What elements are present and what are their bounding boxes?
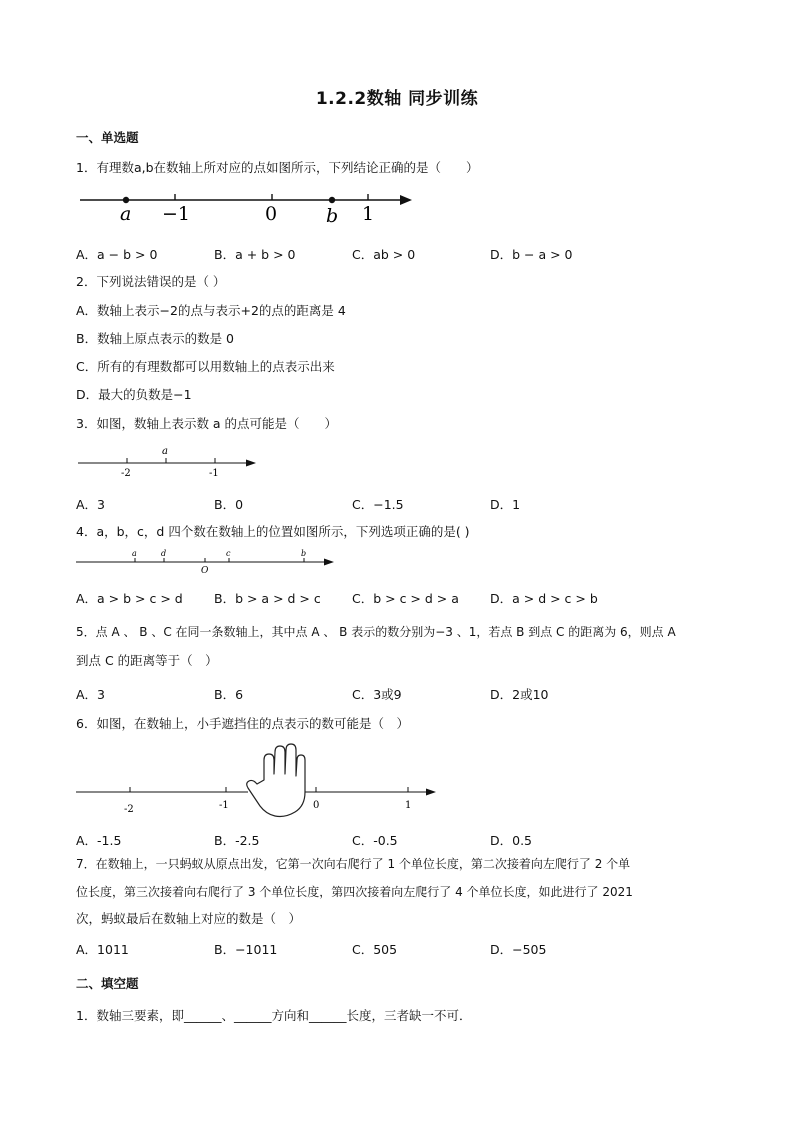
label-a: a [132, 549, 137, 558]
question-5-stem-line-1: 5．点 A 、 B 、C 在同一条数轴上，其中点 A 、 B 表示的数分别为−3 、1，若点 B 到点 C 的距离为 6，则点 A [76, 625, 676, 639]
question-6-number-line [76, 740, 441, 820]
option-b[interactable]: B．6 [214, 687, 244, 702]
option-b[interactable]: B．0 [214, 497, 244, 512]
question-2-option-d[interactable]: D．最大的负数是−1 [76, 387, 192, 402]
option-d[interactable]: D．b − a > 0 [490, 247, 573, 262]
label-zero: 0 [313, 800, 320, 811]
question-7-stem-line-2: 位长度，第三次接着向右爬行了 3 个单位长度，第四次接着向左爬行了 4 个单位长度，如此进行了 2021 [76, 885, 633, 899]
question-7-stem-line-1: 7．在数轴上，一只蚂蚁从原点出发，它第一次向右爬行了 1 个单位长度，第二次接着向左爬行了 2 个单 [76, 857, 631, 871]
fill-question-1-stem: 1．数轴三要素，即______、______方向和______长度，三者缺一不可． [76, 1008, 472, 1023]
label-zero: 0 [265, 203, 278, 225]
hand-icon [247, 744, 305, 817]
option-d[interactable]: D．1 [490, 497, 521, 512]
question-1-number-line [76, 188, 416, 228]
option-c[interactable]: C．3或9 [352, 687, 402, 702]
question-2-option-a[interactable]: A．数轴上表示−2的点与表示+2的点的距离是 4 [76, 303, 346, 318]
question-5-stem-line-2: 到点 C 的距离等于（ ） [76, 653, 218, 668]
option-c[interactable]: C．−1.5 [352, 497, 404, 512]
option-c[interactable]: C．505 [352, 942, 398, 957]
option-c[interactable]: C．-0.5 [352, 833, 398, 848]
section-heading-single-choice: 一、单选题 [76, 130, 139, 145]
label-neg1: −1 [162, 203, 191, 225]
option-a[interactable]: A．-1.5 [76, 833, 122, 848]
option-d[interactable]: D．−505 [490, 942, 547, 957]
label-neg2: -2 [124, 804, 134, 815]
label-neg2: -2 [121, 468, 131, 479]
question-2-stem: 2．下列说法错误的是（ ） [76, 274, 226, 289]
label-one: 1 [405, 800, 412, 811]
question-4-number-line [76, 548, 341, 578]
label-a: a [162, 446, 168, 457]
option-c[interactable]: C．ab > 0 [352, 247, 416, 262]
point-b [329, 197, 335, 203]
question-7-stem-line-3: 次，蚂蚁最后在数轴上对应的数是（ ） [76, 911, 302, 926]
label-c: c [226, 549, 231, 558]
question-1-stem: 1．有理数a,b在数轴上所对应的点如图所示，下列结论正确的是（ ） [76, 160, 479, 175]
option-d[interactable]: D．2或10 [490, 687, 549, 702]
option-d[interactable]: D．0.5 [490, 833, 533, 848]
option-a[interactable]: A．3 [76, 497, 106, 512]
option-a[interactable]: A．a > b > c > d [76, 591, 183, 606]
axis-arrow [324, 559, 334, 566]
option-b[interactable]: B．−1011 [214, 942, 278, 957]
option-a[interactable]: A．a − b > 0 [76, 247, 158, 262]
question-4-stem: 4．a，b，c，d 四个数在数轴上的位置如图所示，下列选项正确的是( ) [76, 524, 470, 539]
question-3-number-line [76, 442, 261, 480]
question-2-option-c[interactable]: C．所有的有理数都可以用数轴上的点表示出来 [76, 359, 335, 374]
label-o: O [201, 566, 209, 576]
option-b[interactable]: B．-2.5 [214, 833, 260, 848]
option-a[interactable]: A．3 [76, 687, 106, 702]
option-d[interactable]: D．a > d > c > b [490, 591, 598, 606]
axis-arrow [246, 460, 256, 467]
label-b: b [326, 205, 339, 227]
label-neg1: -1 [209, 468, 219, 479]
question-6-stem: 6．如图，在数轴上，小手遮挡住的点表示的数可能是（ ） [76, 716, 409, 731]
label-d: d [161, 549, 167, 558]
section-heading-fill-blank: 二、填空题 [76, 976, 139, 991]
label-neg1: -1 [219, 800, 229, 811]
option-b[interactable]: B．b > a > d > c [214, 591, 321, 606]
page-title: 1.2.2数轴 同步训练 [315, 89, 479, 109]
option-a[interactable]: A．1011 [76, 942, 129, 957]
option-c[interactable]: C．b > c > d > a [352, 591, 459, 606]
question-3-stem: 3．如图，数轴上表示数 a 的点可能是（ ） [76, 416, 338, 431]
axis-arrow [426, 789, 436, 796]
question-2-option-b[interactable]: B．数轴上原点表示的数是 0 [76, 331, 235, 346]
label-a: a [120, 203, 132, 225]
label-one: 1 [362, 203, 375, 225]
label-b: b [301, 549, 307, 558]
option-b[interactable]: B．a + b > 0 [214, 247, 296, 262]
axis-arrow [400, 195, 412, 205]
